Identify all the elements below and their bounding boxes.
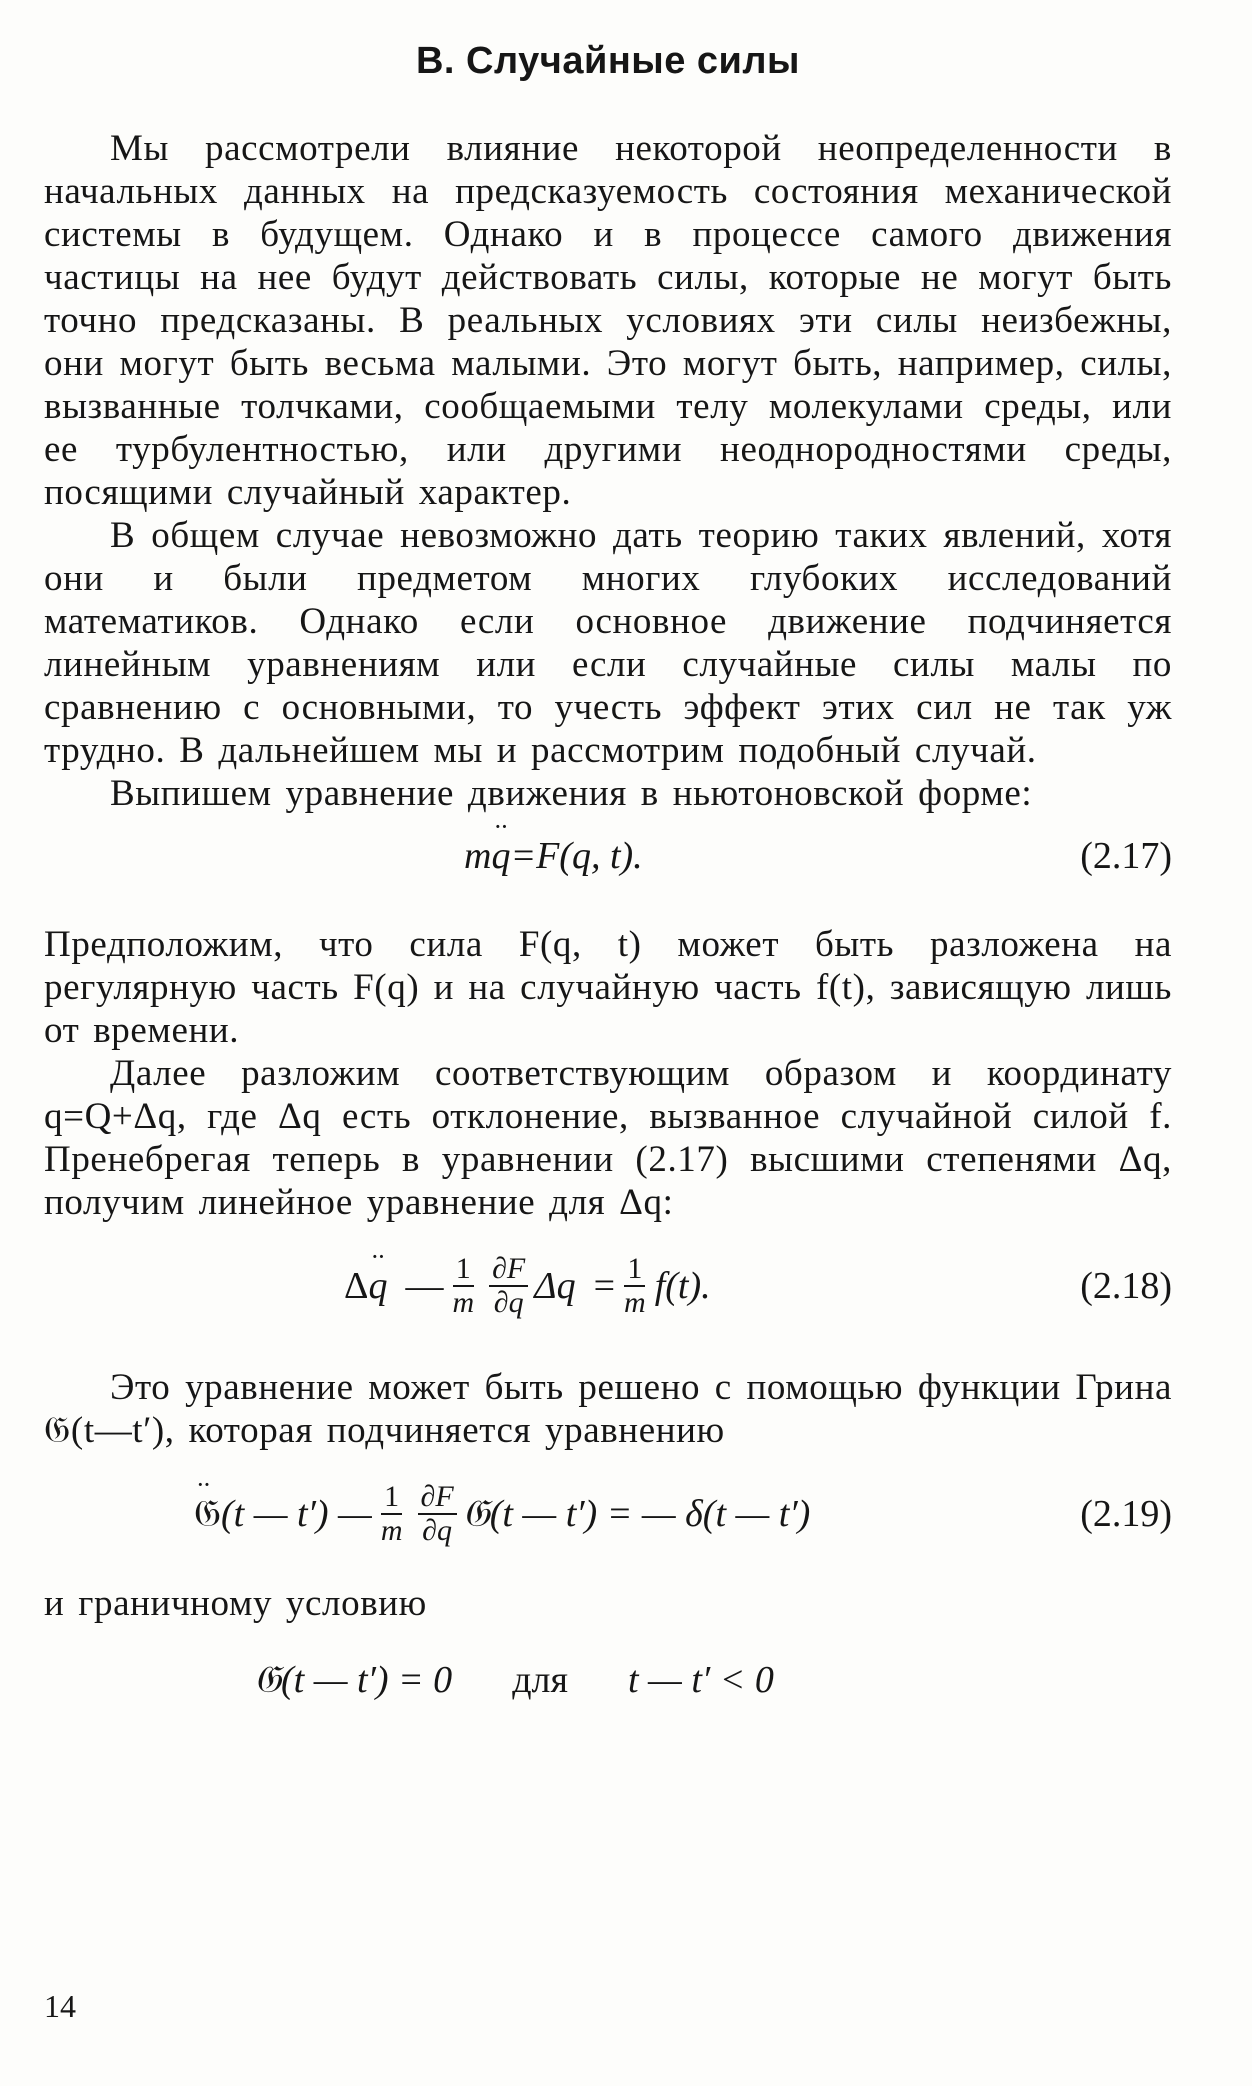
boundary-condition	[44, 1645, 1172, 1715]
eq217-number: (2.17)	[1080, 835, 1172, 877]
eq219-mid: 𝔊(t — t′) = — δ(t — t′)	[462, 1493, 811, 1535]
paragraph-2: В общем случае невозможно дать теорию таких явлений, хотя они и были предметом многих глубоких исследований математиков. Однако если основное движение подчиняется линейным уравнениям или если случайные силы малы по сравнению с основными, то учесть эффект этих сил не так уж трудно. В дальнейшем мы и рассмотрим подобный случай.	[44, 515, 1172, 771]
eq218-frac-1m-rhs: $\frac{1}{m}$	[624, 1252, 646, 1319]
section-title: В. Случайные силы	[415, 40, 800, 82]
eq219-number: (2.19)	[1080, 1493, 1172, 1535]
page-number: 14	[44, 1988, 76, 2024]
eq217-rhs: =F(q, t).	[510, 835, 643, 877]
eq218-frac-1m: $\frac{1}{m}$	[452, 1252, 475, 1319]
eq218-number: (2.18)	[1080, 1265, 1172, 1307]
eq219-frac-1m: $\frac{1}{m}$	[380, 1480, 403, 1547]
boundary-rhs: t — t′ < 0	[627, 1659, 774, 1701]
page-content	[44, 40, 1172, 1725]
paragraph-6: Это уравнение может быть решено с помощью функции Грина 𝔊(t—t′), которая подчиняется уравнению	[44, 1367, 1172, 1451]
eq218-frac-dFdq: $\frac{\partial F}{\partial q}$	[489, 1253, 528, 1319]
eq218-delta-q: Δq	[534, 1265, 576, 1307]
eq219-lhs: (t — t′) —	[221, 1493, 372, 1535]
paragraph-1: Мы рассмотрели влияние некоторой неопределенности в начальных данных на предсказуемость состояния механической системы в будущем. Однако и в процессе самого движения частицы на нее будут действовать силы, которые не могут быть точно предсказаны. В реальных условиях эти силы неизбежны, они могут быть весьма малыми. Это могут быть, например, силы, вызванные толчками, сообщаемыми телу молекулами среды, или ее турбулентностью, или другими неоднородностями среды, посящими случайный характер.	[44, 128, 1172, 513]
eq218-minus: —	[405, 1265, 444, 1307]
paragraph-5: Далее разложим соответствующим образом и координату q=Q+Δq, где Δq есть отклонение, вызванное случайной силой f. Пренебрегая теперь в уравнении (2.17) высшими степенями Δq, получим линейное уравнение для Δq:	[44, 1053, 1172, 1223]
equation-2-19: ·· 𝔊 (t — t′) — $\frac{1}{m}$ $\frac{\partial F}{\partial q}$ 𝔊(t — t′) = — δ(t — t′) (2.19)	[44, 1466, 1172, 1562]
equation-2-18: Δ ·· q — $\frac{1}{m}$ $\frac{\partial F}{\partial q}$ Δq = $\frac{1}{m}$ f(t). (2.18)	[44, 1238, 1172, 1334]
paragraph-3: Выпишем уравнение движения в ньютоновской форме:	[110, 773, 1033, 814]
boundary-lhs: 𝔊(t — t′) = 0	[254, 1659, 453, 1701]
paragraph-4: Предположим, что сила F(q, t) может быть разложена на регулярную часть F(q) и на случайную часть f(t), зависящую лишь от времени.	[44, 924, 1172, 1051]
paragraph-7: и граничному условию	[44, 1583, 427, 1624]
eq219-frac-dFdq: $\frac{\partial F}{\partial q}$	[418, 1481, 457, 1547]
eq218-equals: =	[593, 1265, 616, 1307]
equation-2-17: m ·· q =F(q, t). (2.17)	[44, 821, 1172, 891]
eq218-rhs: f(t).	[654, 1265, 711, 1307]
boundary-for: для	[512, 1659, 568, 1701]
